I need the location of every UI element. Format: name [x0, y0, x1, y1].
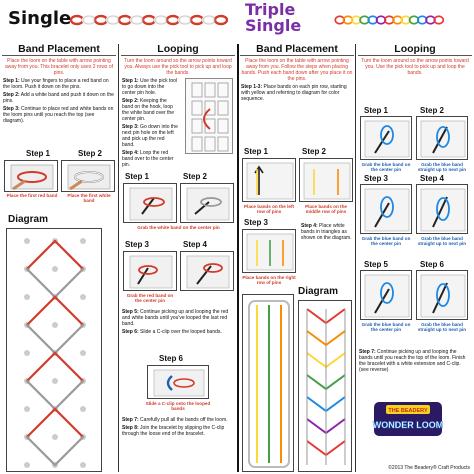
- loom-right-row-icon: [300, 159, 354, 203]
- box-title: Step 6: [159, 354, 184, 363]
- step-body: Continue picking up and looping the bands until you reach the top of the loom. Finish the bracelet with a white extension and C-clip. (see reverse): [359, 349, 466, 373]
- loop-step6-illustration: [147, 365, 209, 399]
- step-label: Step 4:: [122, 150, 139, 156]
- triple-loop-step6-illustration: [416, 270, 468, 320]
- box-title: Step 3: [125, 240, 150, 249]
- triple-step3-illustration: [242, 229, 296, 273]
- step-text: [298, 222, 356, 242]
- step-text: [119, 123, 181, 149]
- triple-band-placement-column: [238, 42, 356, 474]
- step-body: Join the bracelet by slipping the C-clip through the loose end of the bracelet.: [122, 425, 225, 437]
- step-text: [119, 77, 181, 97]
- step-body: Place bands on each pin row, starting with yellow and referring to diagram for color sequence.: [241, 84, 347, 102]
- pick-tool-icon: [361, 185, 413, 235]
- triple-single-banner: [237, 0, 474, 42]
- box-title: Step 4: [420, 174, 445, 183]
- loop-step3-illustration: [123, 251, 177, 291]
- triple-bracelet-illustration: [315, 14, 465, 26]
- step-body: Go down into the next pin hole on the left and pick up the red band.: [122, 124, 178, 148]
- pick-tool-icon: [417, 271, 469, 321]
- pick-tool-icon: [417, 185, 469, 235]
- loop-step2-illustration: [180, 183, 234, 223]
- step-text: [356, 348, 474, 374]
- pick-tool-icon: [361, 117, 413, 161]
- box-title: Step 2: [420, 106, 445, 115]
- single-band-placement-column: [0, 42, 118, 474]
- intro-text: Turn the loom around so the arrow points toward you. Use the pick tool to pick up and loop the bands.: [361, 58, 469, 76]
- step-label: Step 2:: [122, 98, 139, 104]
- triple-loop-step1-caption: Grab the blue band on the center pin: [361, 162, 411, 172]
- triple-title-line2: Single: [245, 16, 302, 35]
- step-body: Use the pick tool to go down into the center pin hole.: [122, 78, 178, 96]
- triple-step4-caption: Place bands on the middle row of pins: [305, 204, 347, 214]
- loom-left-row-icon: [243, 159, 297, 203]
- col-heading: Looping: [121, 42, 235, 56]
- triple-title-line1: Triple: [245, 0, 296, 19]
- triple-pattern-diagram: [243, 295, 295, 473]
- step-body: Continue to place red and white bands on the loom pins until you reach the top (see diagram).: [3, 106, 114, 124]
- triple-placement-diagram: [242, 294, 294, 472]
- loop-step4-illustration: [180, 251, 234, 291]
- step-body: Place white bands in triangles as shown on the diagram.: [301, 223, 352, 241]
- box-title: Step 1: [364, 106, 389, 115]
- step-text: [0, 105, 118, 125]
- intro-text: Place the loom on the table with arrow pointing away from you. This bracelet only uses 2 rows of pins.: [4, 58, 113, 76]
- triple-step1-illustration: [242, 158, 296, 202]
- peg-grid-icon: [186, 79, 234, 155]
- triple-loop-step3-caption: Grab the blue band on the center pin: [361, 236, 411, 246]
- loop-step1-illustration: [123, 183, 177, 223]
- pick-tool-icon: [361, 271, 413, 321]
- box-title: Step 6: [420, 260, 445, 269]
- step2-illustration: [61, 160, 115, 192]
- single-looping-column: [119, 42, 237, 474]
- triple-loop-step5-illustration: [360, 270, 412, 320]
- pick-tool-icon: [181, 184, 235, 224]
- step-label: Step 6:: [122, 329, 139, 335]
- triple-step2-illustration: [299, 158, 353, 202]
- step-text: [119, 416, 237, 424]
- triple-loop-step4-illustration: [416, 184, 468, 234]
- logo-line1: THE BEADERY: [388, 408, 428, 414]
- step-label: Step 3:: [3, 106, 20, 112]
- step-label: Step 1:: [122, 78, 139, 84]
- single-pattern-diagram: [7, 229, 103, 473]
- box-title: Step 1: [244, 147, 269, 156]
- step-body: Loop the red band over to the center pin.: [122, 150, 174, 168]
- step-text: [238, 83, 356, 103]
- box-title: Step 3: [364, 174, 389, 183]
- box-title: Step 2: [183, 172, 208, 181]
- single-banner: [0, 0, 237, 42]
- step-text: [119, 149, 181, 169]
- loop-step6-caption: Slide a C-clip onto the looped bands: [145, 401, 211, 411]
- rainbow-triangle-diagram: [299, 301, 353, 473]
- triple-loop-step6-caption: Grab the blue band straight up to next pin: [417, 322, 467, 332]
- triple-single-title: [245, 2, 301, 34]
- loop-step12-caption: Grab the white band on the center pin: [137, 225, 220, 230]
- step-body: Use your fingers to place a red band on the loom. Push it down on the pins.: [3, 78, 109, 90]
- pick-tool-icon: [181, 252, 235, 292]
- copyright-footer: ©2013 The Beadery® Craft Products: [388, 465, 470, 471]
- step-label: Step 1-3:: [241, 84, 263, 90]
- col-heading: Looping: [358, 42, 472, 56]
- step-body: Keeping the band on the hook, loop the white band over the center pin.: [122, 98, 174, 122]
- triple-loop-step4-caption: Grab the blue band straight up to next pin: [417, 236, 467, 246]
- pick-tool-icon: [124, 252, 178, 292]
- box-title: Step 2: [78, 149, 103, 158]
- triple-loop-step2-caption: Grab the blue band straight up to next pin: [417, 162, 467, 172]
- intro-text: Place the loom on the table with arrow pointing away from you. Follow the steps when placing bands. Push each band down after you place it on the pins.: [241, 58, 353, 82]
- step1-caption: Place the first red band: [6, 193, 58, 198]
- triple-step1-caption: Place bands on the left row of pins: [243, 204, 295, 214]
- diagram-title: Diagram: [298, 286, 339, 297]
- step-label: Step 7:: [122, 417, 139, 423]
- loom-middle-row-icon: [243, 230, 297, 274]
- triple-color-diagram: [298, 300, 352, 472]
- step-text: [119, 97, 181, 123]
- single-diagram: [6, 228, 102, 472]
- col-heading: Band Placement: [2, 42, 116, 56]
- pick-tool-icon: [417, 117, 469, 161]
- single-bracelet-illustration: [70, 14, 228, 26]
- step-label: Step 7:: [359, 349, 376, 355]
- triple-step3-caption: Place bands on the right row of pins: [242, 275, 296, 285]
- logo-line2: WONDER LOOM: [372, 420, 444, 430]
- loop-step3-caption: Grab the red band on the center pin: [126, 293, 174, 303]
- intro-text: Turn the loom around so the arrow points toward you. Always use the pick tool to pick up and loop the bands.: [124, 58, 232, 76]
- loom-white-band-icon: [62, 161, 116, 193]
- box-title: Step 1: [125, 172, 150, 181]
- wonder-loom-logo-icon: [372, 400, 444, 438]
- loom-peg-illustration: [185, 78, 233, 154]
- triple-loop-step2-illustration: [416, 116, 468, 160]
- box-title: Step 4: [183, 240, 208, 249]
- step-label: Step 2:: [3, 92, 20, 98]
- box-title: Step 1: [26, 149, 51, 158]
- c-clip-icon: [148, 366, 210, 400]
- step2-caption: Place the first white band: [67, 193, 111, 203]
- step-body: Slide a C-clip over the looped bands.: [138, 329, 222, 335]
- step1-illustration: [4, 160, 58, 192]
- step-label: Step 5:: [122, 309, 139, 315]
- pick-tool-icon: [124, 184, 178, 224]
- wonder-loom-logo: [372, 400, 444, 438]
- diagram-title: Diagram: [8, 214, 49, 225]
- box-title: Step 2: [302, 147, 327, 156]
- step-text: [119, 424, 237, 438]
- step-label: Step 3:: [122, 124, 139, 130]
- box-title: Step 3: [244, 218, 269, 227]
- col-heading: Band Placement: [240, 42, 354, 56]
- single-title: Single: [8, 8, 72, 29]
- step-label: Step 1:: [3, 78, 20, 84]
- triple-loop-step3-illustration: [360, 184, 412, 234]
- step-label: Step 8:: [122, 425, 139, 431]
- box-title: Step 5: [364, 260, 389, 269]
- step-body: Carefully pull all the bands off the loom.: [138, 417, 228, 423]
- step-text: [0, 77, 118, 91]
- step-text: [119, 308, 237, 328]
- step-label: Step 4:: [301, 223, 318, 229]
- step-body: Add a white band and push it down on the pins.: [3, 92, 114, 104]
- triple-loop-step5-caption: Grab the blue band on the center pin: [361, 322, 411, 332]
- step-text: [0, 91, 118, 105]
- loom-red-band-icon: [5, 161, 59, 193]
- step-body: Continue picking up and looping the red and white bands until you've looped the last red band.: [122, 309, 229, 327]
- triple-loop-step1-illustration: [360, 116, 412, 160]
- step-text: [119, 328, 237, 336]
